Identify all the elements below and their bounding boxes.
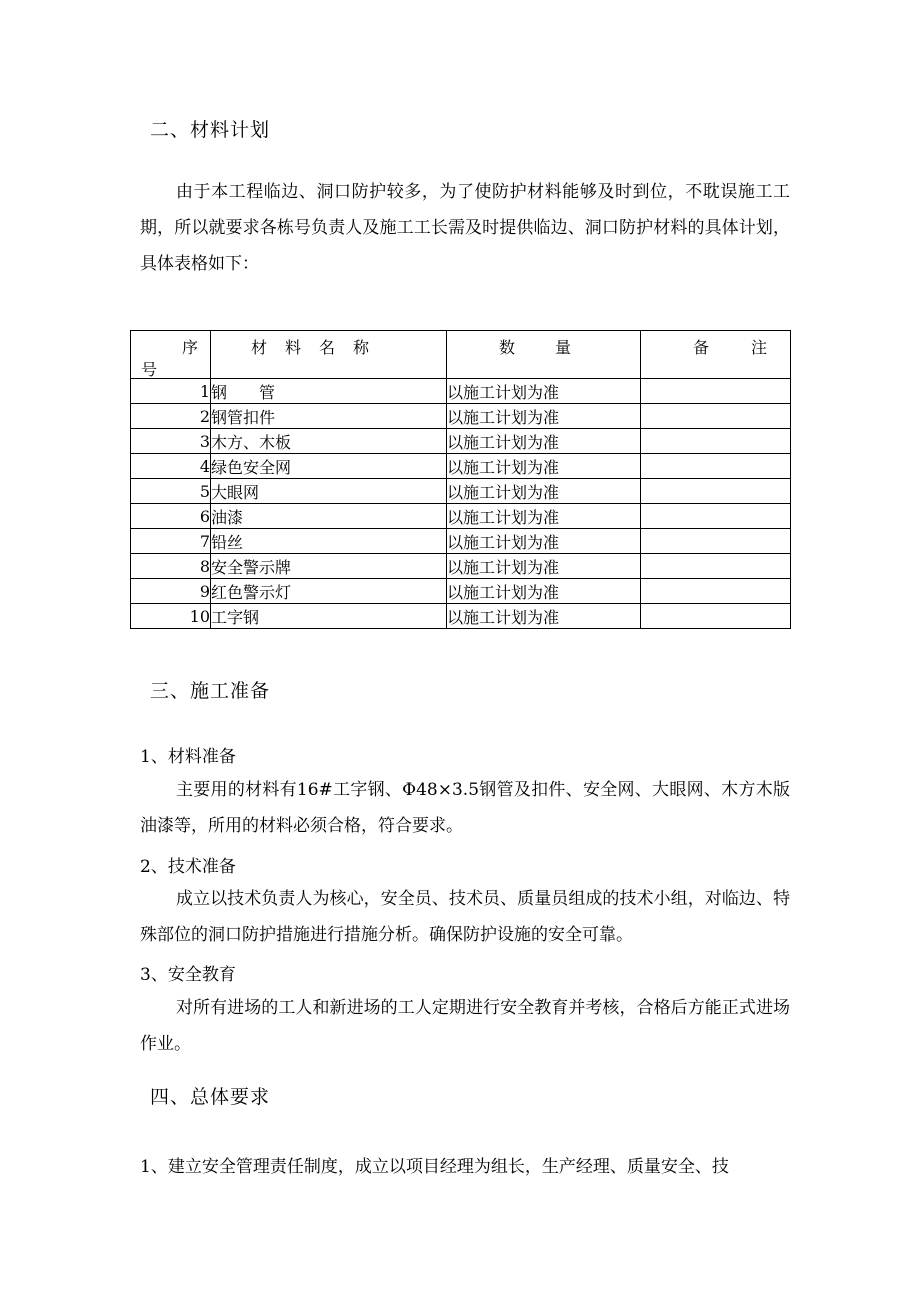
cell-quantity: 以施工计划为准: [447, 404, 641, 429]
cell-quantity: 以施工计划为准: [447, 604, 641, 629]
table-row: [131, 379, 791, 404]
materials-table: [130, 330, 810, 629]
table-row: [131, 429, 791, 454]
cell-note: [641, 579, 791, 604]
cell-note: [641, 454, 791, 479]
cell-note: [641, 429, 791, 454]
cell-index: 5: [131, 479, 211, 504]
table-header-row: [131, 331, 791, 379]
cell-name: 安全警示牌: [211, 554, 447, 579]
cell-note: [641, 554, 791, 579]
cell-index: 7: [131, 529, 211, 554]
cell-name: 油漆: [211, 504, 447, 529]
cell-quantity: 以施工计划为准: [447, 579, 641, 604]
header-note-label: 备注: [693, 338, 810, 357]
table-row: [131, 604, 791, 629]
cell-note: [641, 604, 791, 629]
cell-quantity: 以施工计划为准: [447, 504, 641, 529]
cell-note: [641, 529, 791, 554]
cell-index: 1: [131, 379, 211, 404]
cell-name: 钢管扣件: [211, 404, 447, 429]
cell-note: [641, 504, 791, 529]
cell-quantity: 以施工计划为准: [447, 554, 641, 579]
subsection-paragraph: 主要用的材料有16#工字钢、Φ48×3.5钢管及扣件、安全网、大眼网、木方木版油漆等，所用的材料必须合格，符合要求。: [140, 780, 790, 836]
header-index-top: 序: [181, 338, 198, 357]
section-2-title: 二、材料计划: [150, 119, 271, 141]
header-name: [211, 331, 447, 379]
table-row: [131, 554, 791, 579]
cell-name: 大眼网: [211, 479, 447, 504]
table-row: [131, 529, 791, 554]
table-row: [131, 504, 791, 529]
subsection-heading: 2、技术准备: [140, 857, 236, 877]
cell-note: [641, 379, 791, 404]
cell-index: 10: [131, 604, 211, 629]
subsection-heading: 1、材料准备: [140, 747, 236, 767]
cell-index: 9: [131, 579, 211, 604]
table-row: [131, 579, 791, 604]
cell-name: 铅丝: [211, 529, 447, 554]
header-index-bottom: 号: [141, 360, 158, 379]
section-3-title: 三、施工准备: [150, 680, 271, 702]
cell-quantity: 以施工计划为准: [447, 429, 641, 454]
cell-quantity: 以施工计划为准: [447, 379, 641, 404]
cell-index: 2: [131, 404, 211, 429]
cell-name: 钢 管: [211, 379, 447, 404]
cell-index: 8: [131, 554, 211, 579]
cell-index: 6: [131, 504, 211, 529]
cell-index: 3: [131, 429, 211, 454]
section-2-paragraph: 由于本工程临边、洞口防护较多，为了使防护材料能够及时到位，不耽误施工工期，所以就要求各栋号负责人及施工工长需及时提供临边、洞口防护材料的具体计划，具体表格如下：: [140, 182, 790, 274]
cell-name: 绿色安全网: [211, 454, 447, 479]
cell-quantity: 以施工计划为准: [447, 479, 641, 504]
header-quantity-label: 数量: [499, 338, 612, 357]
cell-name: 红色警示灯: [211, 579, 447, 604]
cell-name: 木方、木板: [211, 429, 447, 454]
cell-index: 4: [131, 454, 211, 479]
table-row: [131, 454, 791, 479]
subsection-paragraph: 对所有进场的工人和新进场的工人定期进行安全教育并考核，合格后方能正式进场作业。: [140, 998, 790, 1054]
header-name-label: 材料名称: [251, 338, 388, 357]
cell-name: 工字钢: [211, 604, 447, 629]
subsection-heading: 3、安全教育: [140, 965, 236, 985]
header-quantity: [447, 331, 641, 379]
section-4-title: 四、总体要求: [150, 1086, 271, 1108]
header-index: [131, 331, 211, 379]
subsection-paragraph: 成立以技术负责人为核心，安全员、技术员、质量员组成的技术小组，对临边、特殊部位的洞口防护措施进行措施分析。确保防护设施的安全可靠。: [140, 889, 790, 945]
cell-quantity: 以施工计划为准: [447, 454, 641, 479]
cell-note: [641, 404, 791, 429]
header-note: [641, 331, 810, 379]
table-row: [131, 404, 791, 429]
table-row: [131, 479, 791, 504]
cell-note: [641, 479, 791, 504]
section-4-item-1: 1、建立安全管理责任制度，成立以项目经理为组长，生产经理、质量安全、技: [140, 1157, 729, 1177]
cell-quantity: 以施工计划为准: [447, 529, 641, 554]
